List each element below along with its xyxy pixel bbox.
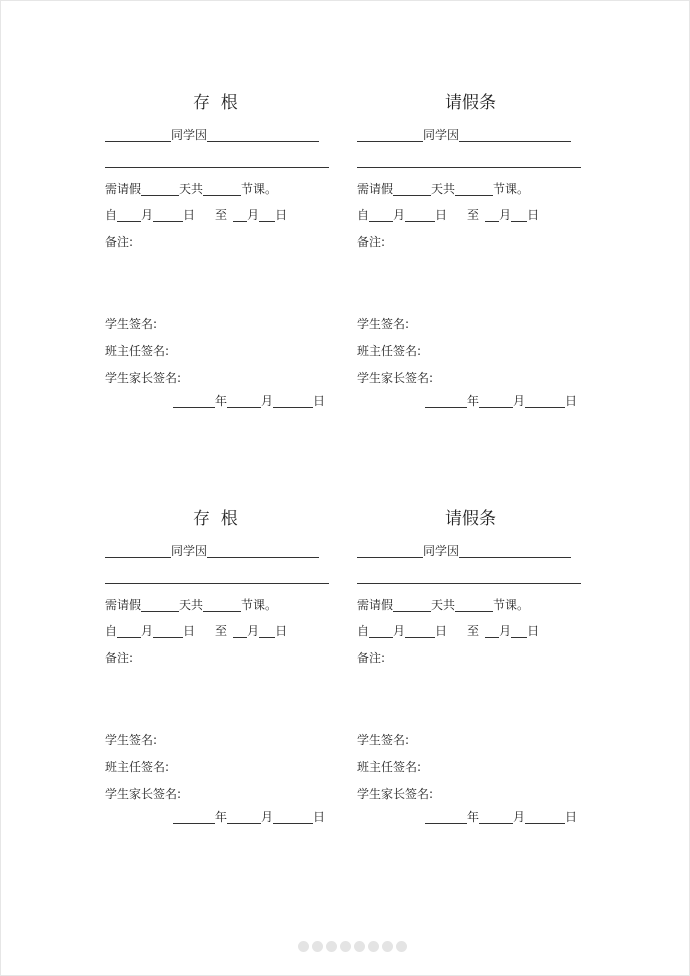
- from-label: 自: [357, 624, 370, 638]
- day-label: 日: [275, 208, 288, 222]
- days-total-label: 天共: [431, 598, 456, 612]
- date-range-row: [357, 208, 539, 222]
- month-label: 月: [261, 394, 274, 408]
- day-blank[interactable]: [273, 810, 313, 824]
- remarks-label: 备注:: [357, 651, 386, 665]
- parent-signature-label: 学生家长签名:: [357, 787, 434, 801]
- classmate-reason-label: 同学因: [423, 544, 460, 558]
- reason-blank[interactable]: [207, 544, 319, 558]
- month-label: 月: [141, 624, 154, 638]
- parent-signature-label: 学生家长签名:: [105, 371, 182, 385]
- month-label: 月: [261, 810, 274, 824]
- remarks-row: [105, 651, 133, 665]
- day-label: 日: [527, 624, 540, 638]
- year-label: 年: [467, 810, 480, 824]
- classmate-reason-label: 同学因: [171, 128, 208, 142]
- watermark-logo: [298, 941, 407, 952]
- reason-blank[interactable]: [207, 128, 319, 142]
- date-range-row: [105, 208, 287, 222]
- student-signature-label: 学生签名:: [357, 733, 410, 747]
- need-leave-label: 需请假: [105, 182, 142, 196]
- parent-signature-row: [357, 787, 433, 801]
- month-label: 月: [247, 208, 260, 222]
- remarks-label: 备注:: [105, 235, 134, 249]
- need-leave-label: 需请假: [357, 182, 394, 196]
- reason-row: [105, 544, 319, 558]
- days-blank[interactable]: [393, 182, 431, 196]
- day-label: 日: [435, 208, 448, 222]
- to-month-blank[interactable]: [233, 624, 247, 638]
- sign-date-row: [173, 810, 325, 824]
- day-label: 日: [183, 624, 196, 638]
- student-signature-row: [357, 733, 409, 747]
- student-signature-label: 学生签名:: [105, 733, 158, 747]
- remarks-row: [357, 651, 385, 665]
- from-month-blank[interactable]: [369, 624, 393, 638]
- need-leave-label: 需请假: [105, 598, 142, 612]
- to-label: 至: [467, 208, 480, 222]
- reason-continuation-blank[interactable]: [357, 167, 581, 168]
- year-label: 年: [467, 394, 480, 408]
- month-blank[interactable]: [227, 810, 261, 824]
- leave-days-row: [105, 182, 277, 196]
- need-leave-label: 需请假: [357, 598, 394, 612]
- day-blank[interactable]: [525, 810, 565, 824]
- reason-row: [357, 544, 571, 558]
- head-teacher-signature-row: [105, 344, 169, 358]
- remarks-label: 备注:: [357, 235, 386, 249]
- head-teacher-signature-row: [105, 760, 169, 774]
- lessons-blank[interactable]: [455, 598, 493, 612]
- student-signature-label: 学生签名:: [357, 317, 410, 331]
- day-label: 日: [435, 624, 448, 638]
- from-month-blank[interactable]: [117, 208, 141, 222]
- month-blank[interactable]: [479, 810, 513, 824]
- days-total-label: 天共: [179, 182, 204, 196]
- lessons-blank[interactable]: [455, 182, 493, 196]
- parent-signature-row: [357, 371, 433, 385]
- sign-date-row: [425, 810, 577, 824]
- lessons-blank[interactable]: [203, 182, 241, 196]
- day-blank[interactable]: [525, 394, 565, 408]
- day-blank[interactable]: [273, 394, 313, 408]
- parent-signature-row: [105, 787, 181, 801]
- from-day-blank[interactable]: [405, 208, 435, 222]
- reason-continuation-blank[interactable]: [105, 583, 329, 584]
- to-day-blank[interactable]: [511, 624, 527, 638]
- head-teacher-signature-row: [357, 760, 421, 774]
- leave-days-row: [357, 182, 529, 196]
- to-month-blank[interactable]: [233, 208, 247, 222]
- lessons-label: 节课。: [241, 598, 278, 612]
- student-name-blank[interactable]: [105, 544, 171, 558]
- day-label: 日: [565, 394, 578, 408]
- head-teacher-signature-label: 班主任签名:: [105, 344, 170, 358]
- from-label: 自: [357, 208, 370, 222]
- to-day-blank[interactable]: [511, 208, 527, 222]
- year-label: 年: [215, 810, 228, 824]
- to-day-blank[interactable]: [259, 208, 275, 222]
- day-label: 日: [313, 810, 326, 824]
- reason-row: [357, 128, 571, 142]
- remarks-label: 备注:: [105, 651, 134, 665]
- to-label: 至: [215, 208, 228, 222]
- days-blank[interactable]: [141, 182, 179, 196]
- reason-blank[interactable]: [459, 128, 571, 142]
- from-day-blank[interactable]: [405, 624, 435, 638]
- to-month-blank[interactable]: [485, 208, 499, 222]
- student-name-blank[interactable]: [105, 128, 171, 142]
- lessons-label: 节课。: [241, 182, 278, 196]
- month-label: 月: [513, 810, 526, 824]
- parent-signature-label: 学生家长签名:: [357, 371, 434, 385]
- head-teacher-signature-label: 班主任签名:: [357, 344, 422, 358]
- days-blank[interactable]: [393, 598, 431, 612]
- classmate-reason-label: 同学因: [171, 544, 208, 558]
- head-teacher-signature-row: [357, 344, 421, 358]
- student-name-blank[interactable]: [357, 544, 423, 558]
- month-label: 月: [513, 394, 526, 408]
- from-month-blank[interactable]: [369, 208, 393, 222]
- month-label: 月: [499, 624, 512, 638]
- to-month-blank[interactable]: [485, 624, 499, 638]
- month-label: 月: [393, 208, 406, 222]
- to-label: 至: [215, 624, 228, 638]
- reason-blank[interactable]: [459, 544, 571, 558]
- month-label: 月: [393, 624, 406, 638]
- year-blank[interactable]: [425, 810, 467, 824]
- from-label: 自: [105, 208, 118, 222]
- from-month-blank[interactable]: [117, 624, 141, 638]
- form-title: 存 根: [193, 509, 238, 529]
- month-label: 月: [141, 208, 154, 222]
- year-blank[interactable]: [173, 810, 215, 824]
- lessons-blank[interactable]: [203, 598, 241, 612]
- date-range-row: [357, 624, 539, 638]
- days-total-label: 天共: [179, 598, 204, 612]
- leave-days-row: [357, 598, 529, 612]
- remarks-row: [357, 235, 385, 249]
- month-blank[interactable]: [227, 394, 261, 408]
- classmate-reason-label: 同学因: [423, 128, 460, 142]
- month-blank[interactable]: [479, 394, 513, 408]
- reason-continuation-blank[interactable]: [357, 583, 581, 584]
- head-teacher-signature-label: 班主任签名:: [357, 760, 422, 774]
- reason-continuation-blank[interactable]: [105, 167, 329, 168]
- day-label: 日: [527, 208, 540, 222]
- day-label: 日: [275, 624, 288, 638]
- days-blank[interactable]: [141, 598, 179, 612]
- form-title: 请假条: [445, 509, 496, 529]
- form-title: 请假条: [445, 93, 496, 113]
- student-signature-row: [357, 317, 409, 331]
- date-range-row: [105, 624, 287, 638]
- sign-date-row: [173, 394, 325, 408]
- form-title: 存 根: [193, 93, 238, 113]
- leave-days-row: [105, 598, 277, 612]
- remarks-row: [105, 235, 133, 249]
- student-signature-row: [105, 733, 157, 747]
- student-name-blank[interactable]: [357, 128, 423, 142]
- day-label: 日: [183, 208, 196, 222]
- from-day-blank[interactable]: [153, 624, 183, 638]
- parent-signature-label: 学生家长签名:: [105, 787, 182, 801]
- year-blank[interactable]: [425, 394, 467, 408]
- lessons-label: 节课。: [493, 182, 530, 196]
- reason-row: [105, 128, 319, 142]
- day-label: 日: [565, 810, 578, 824]
- year-blank[interactable]: [173, 394, 215, 408]
- day-label: 日: [313, 394, 326, 408]
- head-teacher-signature-label: 班主任签名:: [105, 760, 170, 774]
- student-signature-label: 学生签名:: [105, 317, 158, 331]
- sign-date-row: [425, 394, 577, 408]
- to-label: 至: [467, 624, 480, 638]
- month-label: 月: [499, 208, 512, 222]
- from-day-blank[interactable]: [153, 208, 183, 222]
- days-total-label: 天共: [431, 182, 456, 196]
- lessons-label: 节课。: [493, 598, 530, 612]
- from-label: 自: [105, 624, 118, 638]
- student-signature-row: [105, 317, 157, 331]
- year-label: 年: [215, 394, 228, 408]
- parent-signature-row: [105, 371, 181, 385]
- month-label: 月: [247, 624, 260, 638]
- to-day-blank[interactable]: [259, 624, 275, 638]
